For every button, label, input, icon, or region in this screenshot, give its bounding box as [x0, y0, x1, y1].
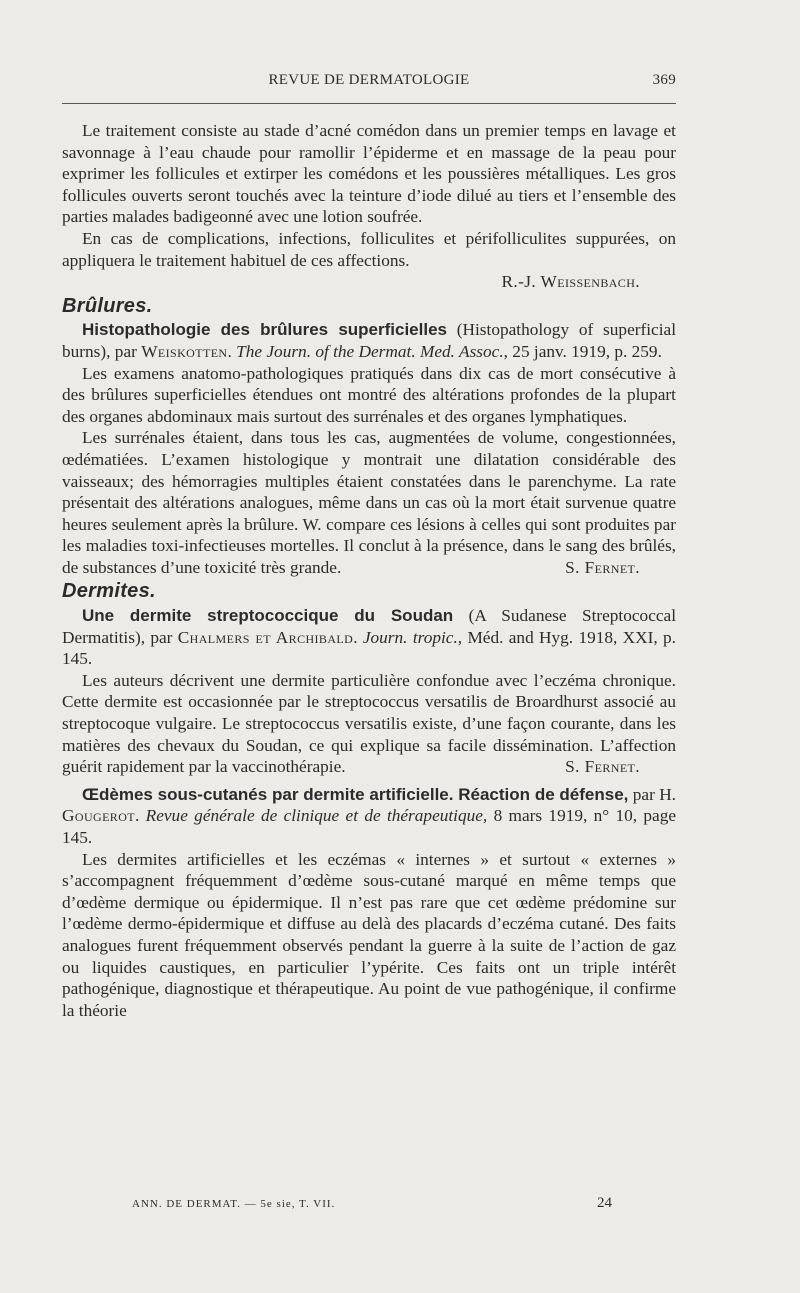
author: Chalmers et Archibald	[177, 627, 354, 647]
paragraph: Le traitement consiste au stade d’acné comédon dans un premier temps en lavage et savonnage à l’eau chaude pour ramollir l’épiderme et en massage de la peau pour exprimer les follicules et extirper les comédons et les poussières métalliques. Les gros follicules ouverts seront touchés avec la teinture d’iode dilué au tiers et l’ensemble des parties malades badigeonné avec une lotion soufrée.	[62, 121, 676, 227]
section-heading: Dermites.	[62, 580, 156, 603]
signature-mark: 24	[597, 1195, 612, 1211]
entry-title: Histopathologie des brûlures superficielles (Histopathology of superficial burns), par Weiskotten. The Journ. of the Dermat. Med. Assoc., 25 janv. 1919, p. 259.	[62, 320, 676, 361]
entry-title-bold: Histopathologie des brûlures superficielles	[82, 320, 447, 340]
signature: S. Fernet.	[565, 757, 640, 777]
journal-ref: The Journ. of the Dermat. Med. Assoc.	[236, 341, 504, 361]
entry-title-bold: Œdèmes sous-cutanés par dermite artificielle. Réaction de défense,	[82, 784, 629, 804]
paragraph: En cas de complications, infections, folliculites et périfolliculites suppurées, on appliquera le traitement habituel de ces affections.	[62, 228, 676, 270]
author: Weiskotten	[141, 341, 228, 361]
journal-ref: Journ. tropic.,	[362, 627, 463, 647]
footer-citation: ANN. DE DERMAT. — 5e sie, T. VII.	[132, 1198, 336, 1210]
page-number: 369	[652, 72, 676, 88]
author: Gougerot	[62, 806, 136, 826]
header-rule	[62, 103, 676, 104]
paragraph: Les auteurs décrivent une dermite particulière confondue avec l’eczéma chronique. Cette dermite est occasionnée par le streptococcus versatilis de Broardhurst associé au streptocoque vulgaire. Le streptococcus versatilis existe, d’une façon courante, dans les matières des chevaux du Soudan, ce qui explique sa facile dissémination. L’affection guérit rapidement par la vaccinothérapie.	[62, 670, 676, 777]
journal-title: REVUE DE DERMATOLOGIE	[268, 72, 470, 88]
entry-title: Œdèmes sous-cutanés par dermite artificielle. Réaction de défense, par H. Gougerot. Revue générale de clinique et de thérapeutique, 8 mars 1919, n° 10, page 145.	[62, 784, 677, 847]
paragraph: Les dermites artificielles et les eczémas « internes » et surtout « externes » s’accompagnent fréquemment d’œdème sous-cutané marqué en même temps que d’œdème dermique ou épidermique. Il n’est pas rare que cet œdème prédomine sur l’œdème dermo-épidermique et diffuse au delà des placards d’eczéma cutané. Des faits analogues furent fréquemment observés pendant la guerre à la suite de l’action de gaz ou liquides caustiques, en particulier l’ypérite. Ces faits ont un triple intérêt pathogénique, diagnostique et thérapeutique. Au point de vue pathogénique, il confirme la théorie	[62, 849, 676, 1020]
journal-ref: Revue générale de clinique et de thérapeutique,	[145, 806, 488, 826]
entry-title-bold: Une dermite streptococcique du Soudan	[82, 606, 454, 626]
entry-title: Une dermite streptococcique du Soudan (A Sudanese Streptococcal Dermatitis), par Chalmers et Archibald. Journ. tropic., Méd. and Hyg. 1918, XXI, p. 145.	[62, 606, 677, 669]
paragraph: Les surrénales étaient, dans tous les cas, augmentées de volume, congestionnées, œdématiées. L’examen histologique y montrait une dilatation considérable des vaisseaux; des hémorragies multiples étaient constatées dans le parenchyme. La rate présentait des altérations analogues, même dans un cas où la mort était survenue quatre heures seulement après la brûlure. W. compare ces lésions à celles qui sont produites par les maladies toxi-infectieuses mortelles. Il conclut à la présence, dans le sang des brûlés, de substances d’une toxicité très grande.	[62, 428, 676, 577]
page-footer	[132, 1195, 612, 1211]
article-body	[62, 120, 676, 1021]
section-heading: Brûlures.	[62, 294, 153, 317]
paragraph: Les examens anatomo-pathologiques pratiqués dans dix cas de mort consécutive à des brûlures superficielles étendues ont montré des altérations profondes de la plupart des organes abdominaux mais surtout des surrénales et des organes lymphatiques.	[62, 363, 676, 426]
signature: S. Fernet.	[565, 557, 640, 577]
signature: R.-J. Weissenbach.	[501, 272, 640, 292]
